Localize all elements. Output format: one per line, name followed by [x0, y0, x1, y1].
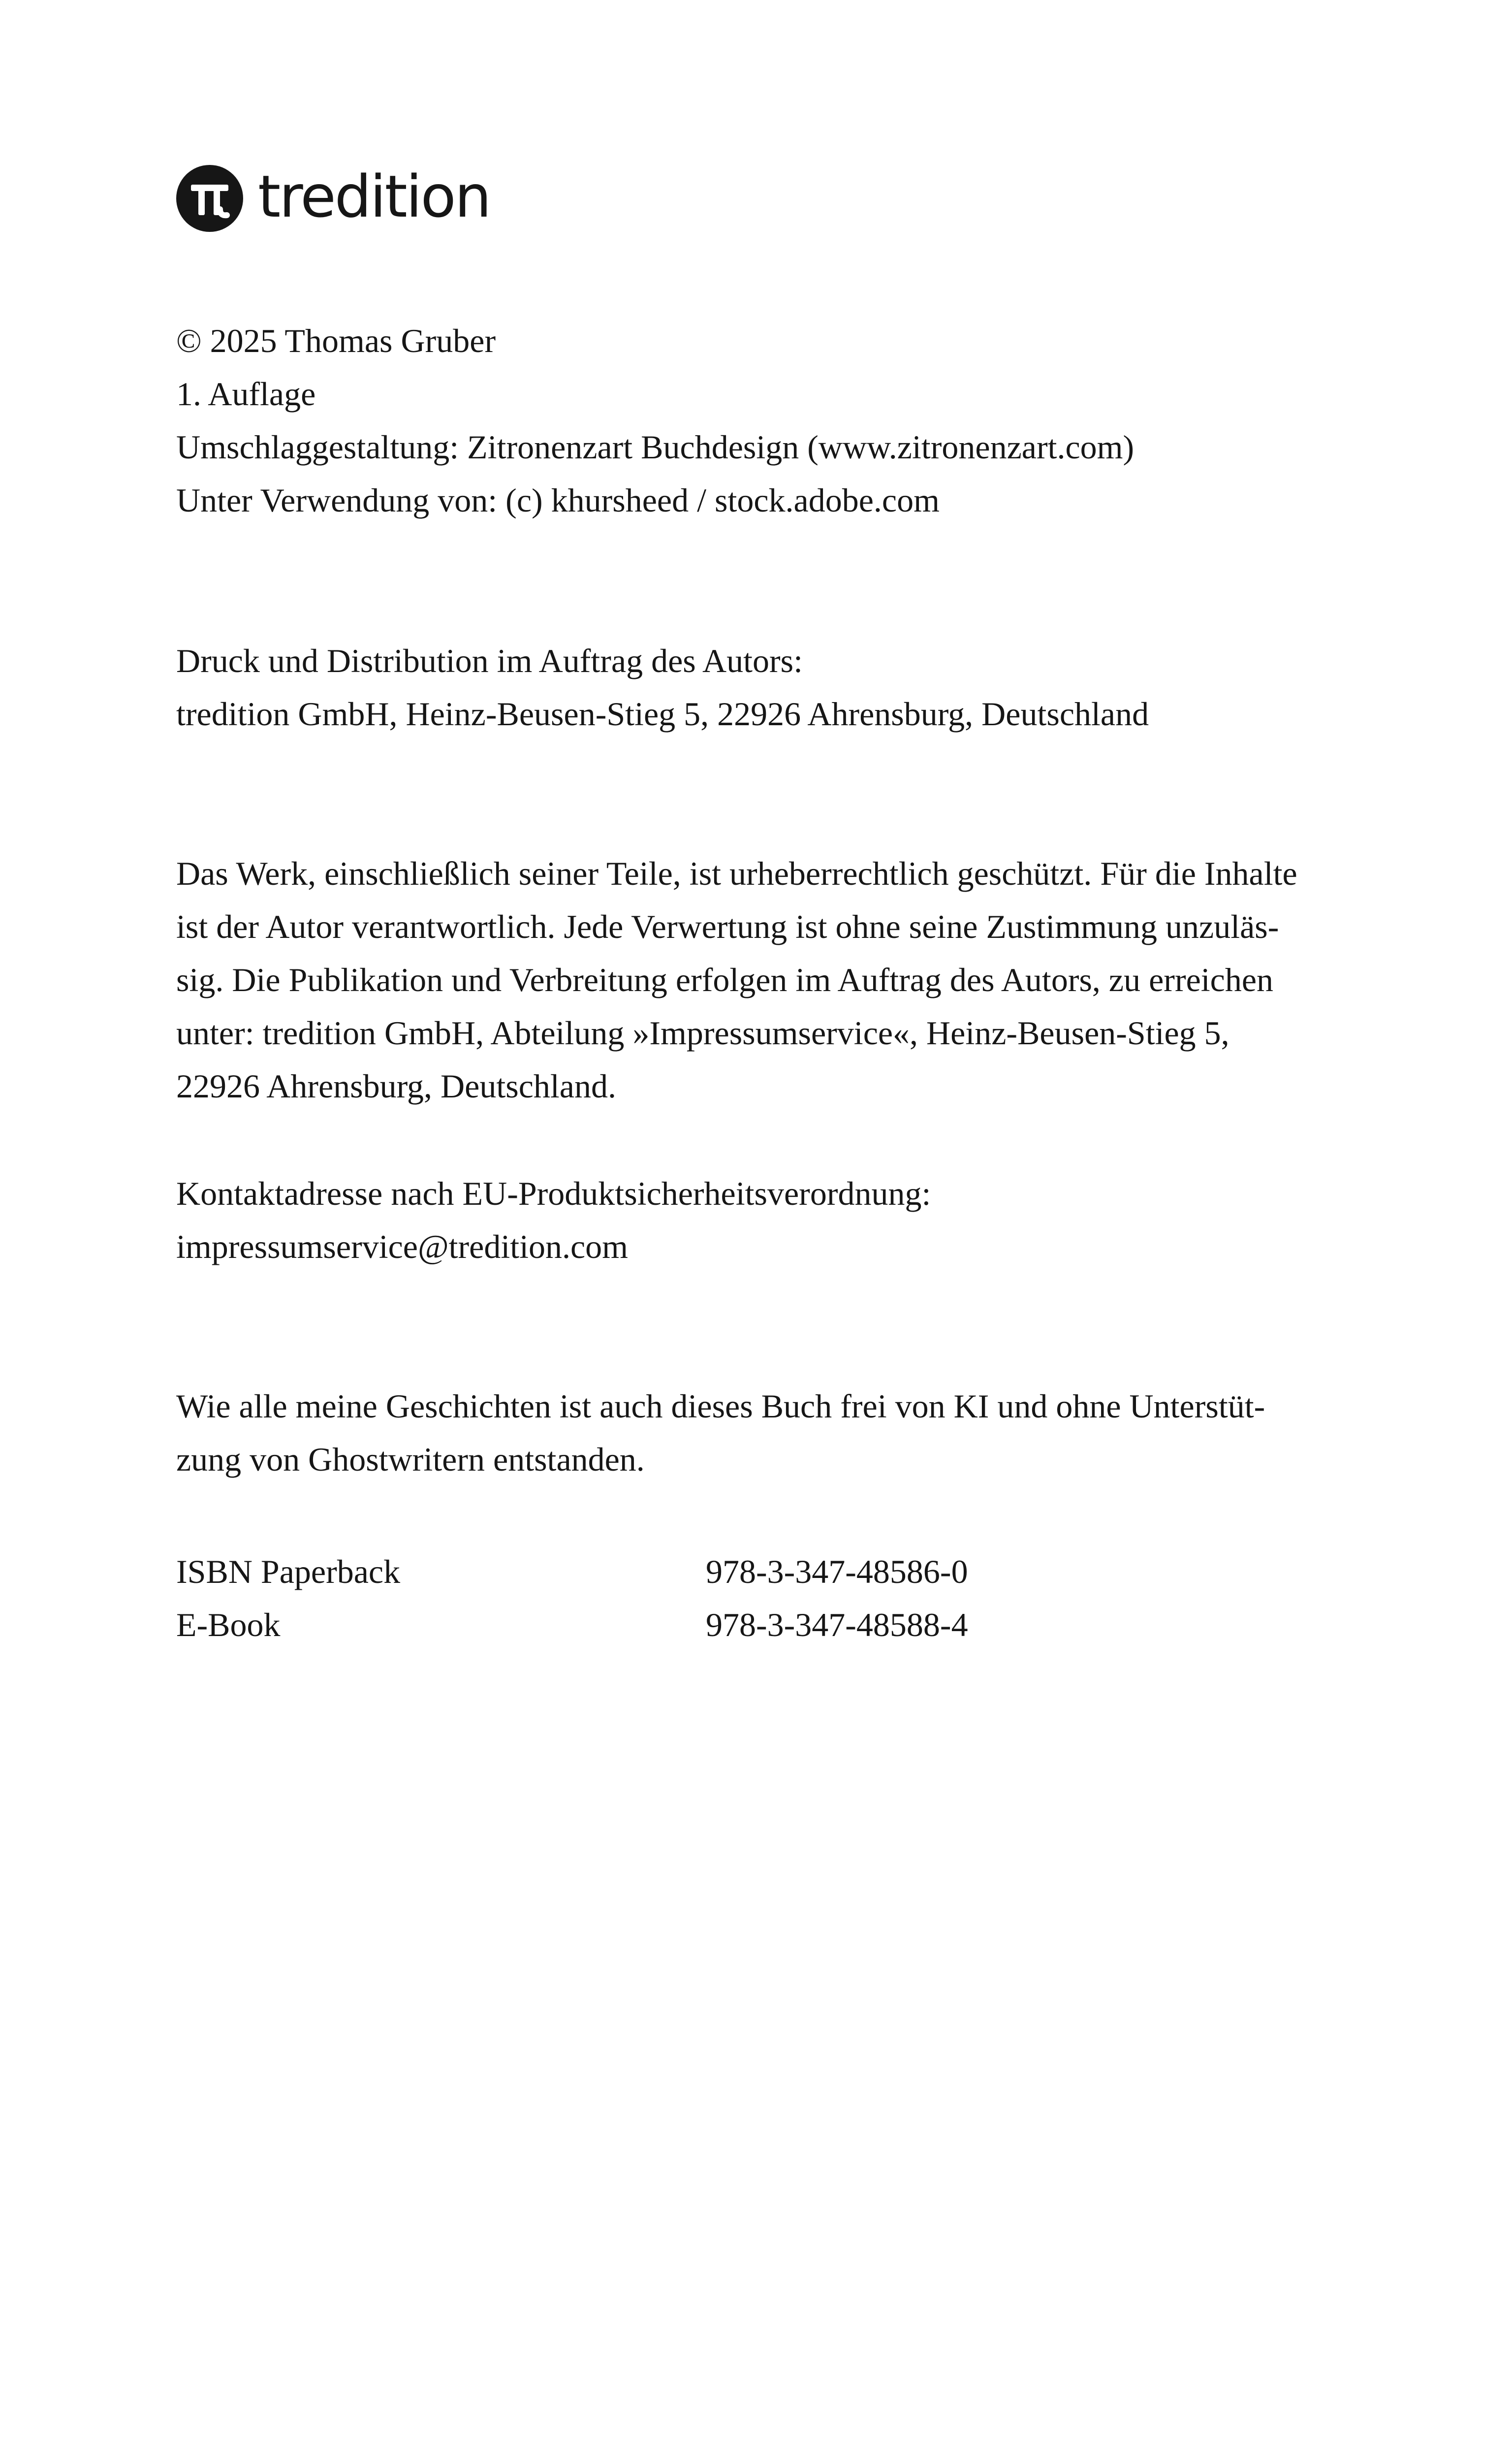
distribution-block — [176, 634, 1397, 740]
rights-line: 22926 Ahrensburg, Deutschland. — [176, 1067, 616, 1105]
contact-email: impressumservice@tredition.com — [176, 1228, 629, 1265]
image-credit-line: Unter Verwendung von: (c) khursheed / stock.adobe.com — [176, 482, 940, 519]
publisher-address-line: tredition GmbH, Heinz-Beusen-Stieg 5, 22926 Ahrensburg, Deutschland — [176, 695, 1149, 733]
rights-line: unter: tredition GmbH, Abteilung »Impressumservice«, Heinz-Beusen-Stieg 5, — [176, 1014, 1229, 1052]
isbn-value: 978-3-347-48586-0 — [706, 1553, 968, 1590]
isbn-row-ebook — [176, 1598, 968, 1651]
edition-line: 1. Auflage — [176, 375, 316, 413]
contact-block — [176, 1167, 1397, 1273]
distribution-line: Druck und Distribution im Auftrag des Autors: — [176, 642, 803, 679]
isbn-label: ISBN Paperback — [176, 1553, 401, 1590]
rights-line: Das Werk, einschließlich seiner Teile, ist urheberrechtlich geschützt. Für die Inhalte — [176, 855, 1297, 892]
copyright-block — [176, 314, 1397, 527]
isbn-label: E-Book — [176, 1606, 281, 1643]
isbn-row-paperback — [176, 1545, 968, 1598]
contact-heading: Kontaktadresse nach EU-Produktsicherheitsverordnung: — [176, 1175, 931, 1212]
statement-line: zung von Ghostwritern entstanden. — [176, 1441, 645, 1478]
publisher-logo-text: tredition — [258, 162, 490, 230]
rights-block — [176, 847, 1397, 1113]
isbn-value: 978-3-347-48588-4 — [706, 1606, 968, 1643]
isbn-table — [176, 1545, 968, 1651]
cover-design-line: Umschlaggestaltung: Zitronenzart Buchdesign (www.zitronenzart.com) — [176, 428, 1134, 466]
rights-line: sig. Die Publikation und Verbreitung erfolgen im Auftrag des Autors, zu erreichen — [176, 961, 1274, 998]
publisher-logo — [176, 161, 490, 235]
copyright-line: © 2025 Thomas Gruber — [176, 322, 496, 359]
rights-line: ist der Autor verantwortlich. Jede Verwertung ist ohne seine Zustimmung unzuläs- — [176, 908, 1279, 945]
statement-block — [176, 1380, 1397, 1486]
tredition-logo-icon — [176, 165, 243, 232]
statement-line: Wie alle meine Geschichten ist auch dieses Buch frei von KI und ohne Unterstüt- — [176, 1387, 1265, 1425]
